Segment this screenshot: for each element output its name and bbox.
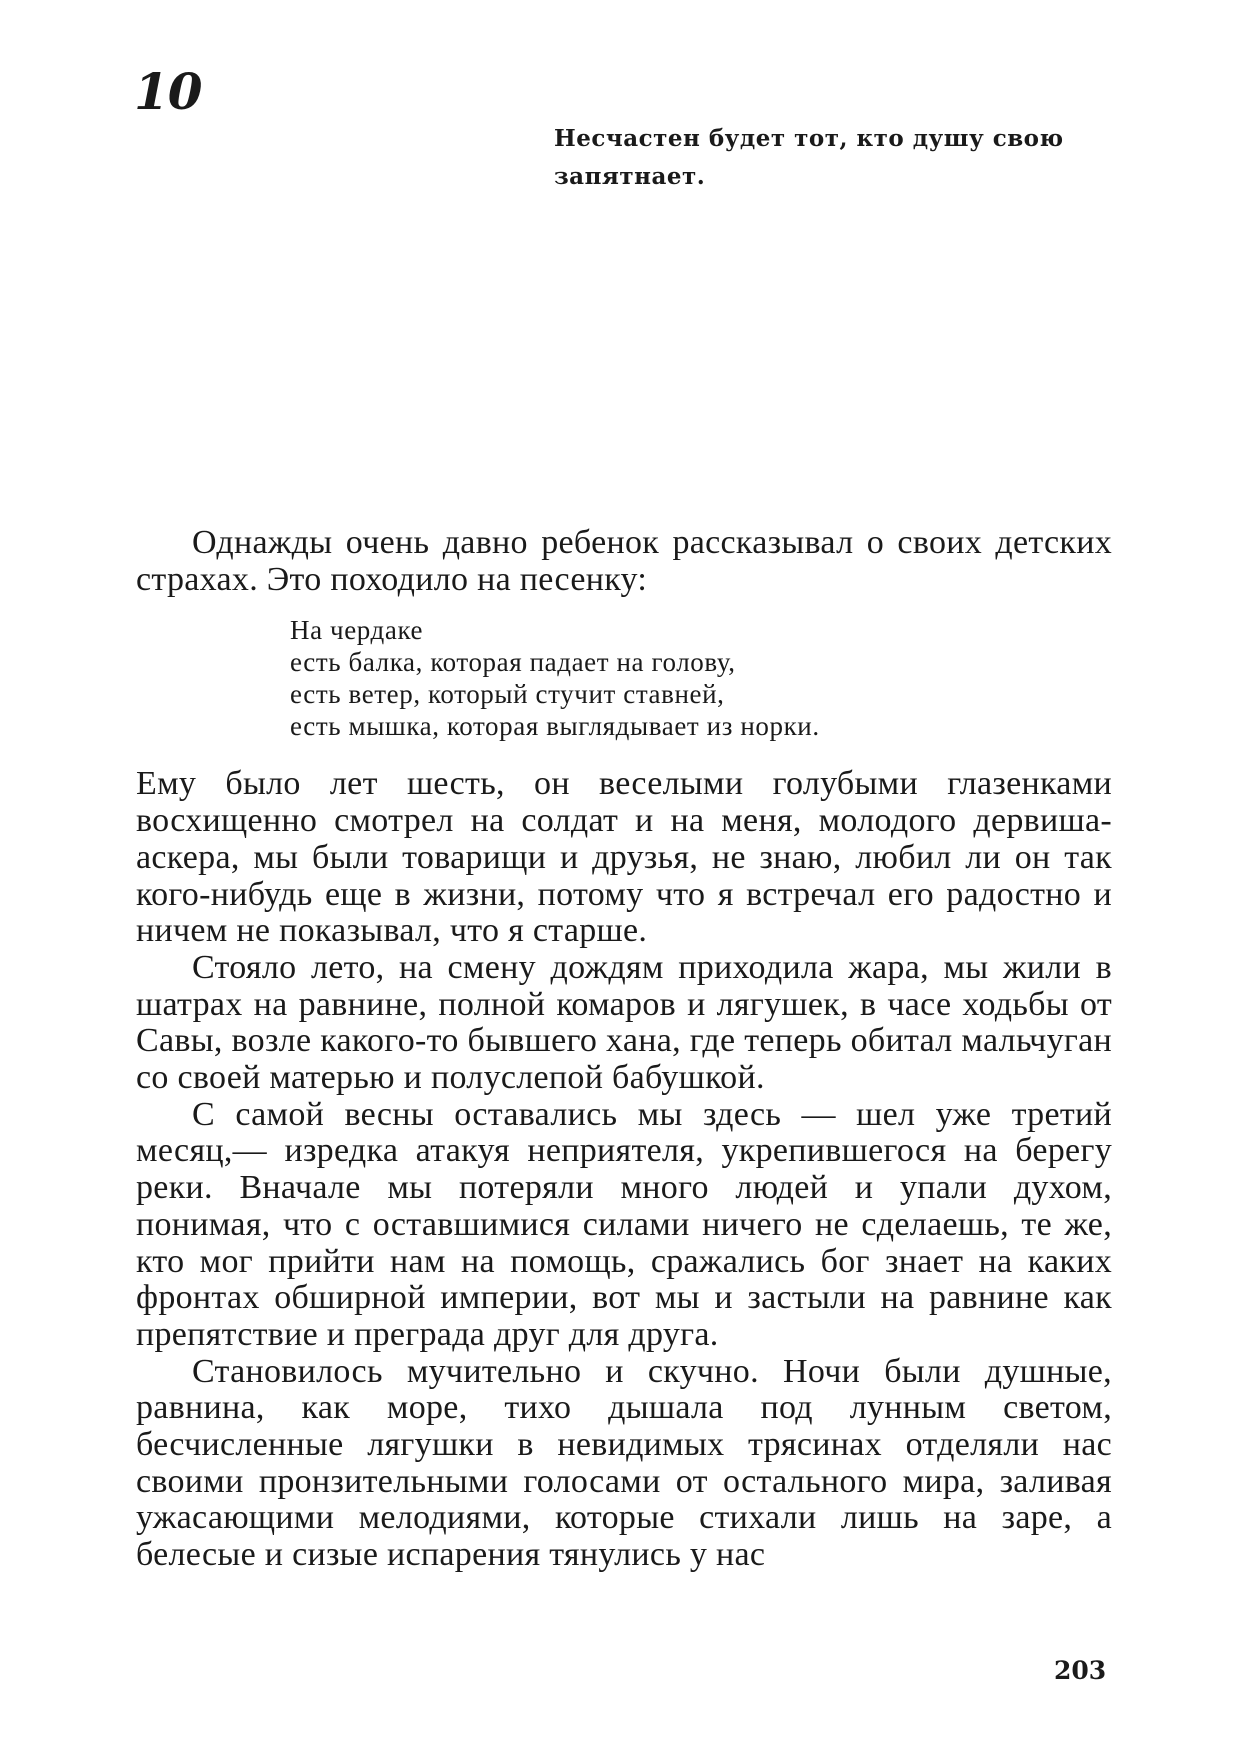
chapter-number: 10 — [134, 62, 202, 121]
epigraph: Несчастен будет тот, кто душу свою запятнает. — [554, 125, 1064, 190]
paragraph: Становилось мучительно и скучно. Ночи были душные, равнина, как море, тихо дышала под лунным светом, бесчисленные лягушки в невидимых трясинах отделяли нас своими пронзительными голосами от остального мира, заливая ужасающими мелодиями, которые стихали лишь на заре, а белесые и сизые испарения тянулись у нас — [136, 1352, 1112, 1574]
paragraph: С самой весны оставались мы здесь — шел уже третий месяц,— изредка атакуя неприятеля, укрепившегося на берегу реки. Вначале мы потеряли много людей и упали духом, понимая, что с оставшимися силами ничего не сделаешь, те же, кто мог прийти нам на помощь, сражались бог знает на каких фронтах обширной империи, вот мы и застыли на равнине как препятствие и преграда друг для друга. — [136, 1095, 1112, 1353]
poem-line: есть балка, которая падает на голову, — [290, 647, 736, 678]
poem-line: На чердаке — [290, 615, 424, 646]
page-number: 203 — [1054, 1656, 1107, 1685]
paragraph: Ему было лет шесть, он веселыми голубыми глазенками восхищенно смотрел на солдат и на меня, молодого дервиша-аскера, мы были товарищи и друзья, не знаю, любил ли он так кого-нибудь еще в жизни, потому что я встречал его радостно и ничем не показывал, что я старше. — [136, 765, 1112, 950]
poem-line: есть мышка, которая выглядывает из норки. — [290, 711, 820, 742]
intro-paragraph: Однажды очень давно ребенок рассказывал о своих детских страхах. Это походило на песенку: — [136, 524, 1112, 598]
poem-line: есть ветер, который стучит ставней, — [290, 679, 725, 710]
paragraph: Стояло лето, на смену дождям приходила жара, мы жили в шатрах на равнине, полной комаров и лягушек, в часе ходьбы от Савы, возле какого-то бывшего хана, где теперь обитал мальчуган со своей матерью и полуслепой бабушкой. — [136, 948, 1112, 1097]
body-text — [136, 525, 1112, 1574]
poem — [290, 614, 1112, 742]
